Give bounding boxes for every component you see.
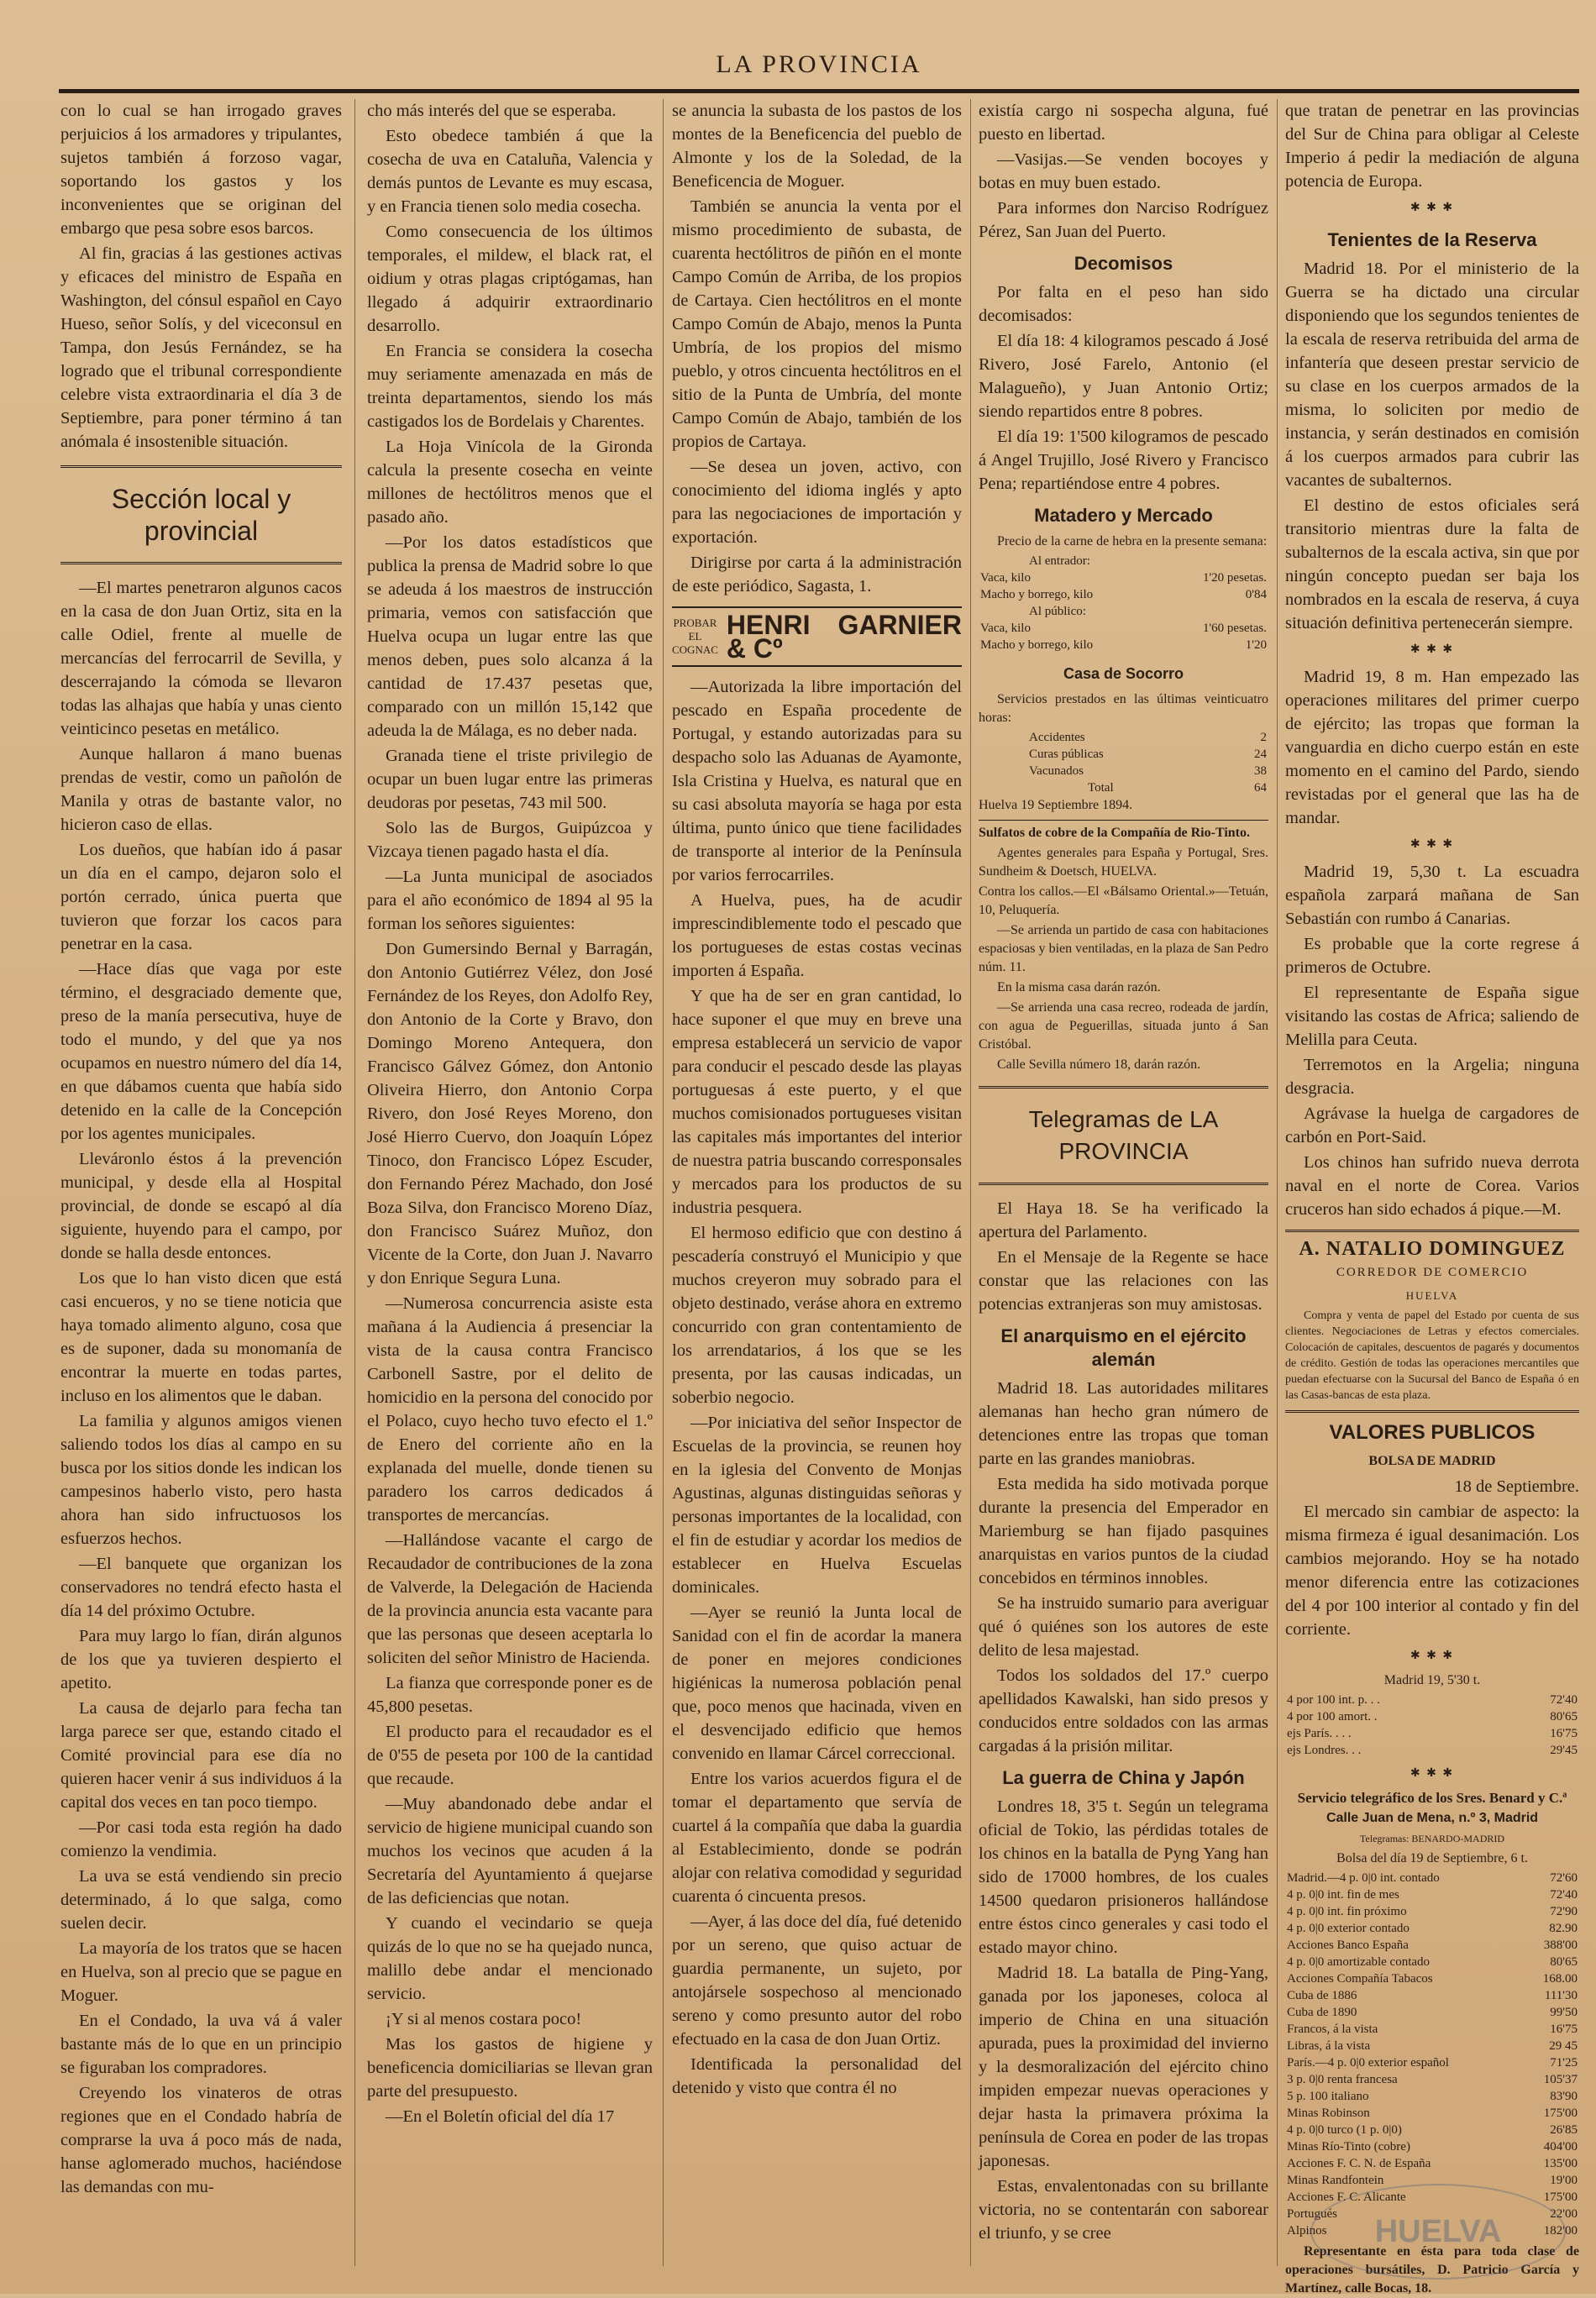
- ad-brand-name: HENRI GARNIER & Cº: [726, 610, 962, 664]
- quote-value: 29'45: [1550, 1744, 1578, 1757]
- section-heading: Sección local y provincial: [60, 465, 342, 564]
- servicio-telegram: Telegramas: BENARDO-MADRID: [1359, 1833, 1505, 1844]
- quote-value: 135'00: [1543, 2157, 1578, 2170]
- quote-value: 16'75: [1550, 1727, 1578, 1740]
- quote-label: ejs Londres. . .: [1287, 1744, 1362, 1757]
- paragraph: Estas, envalentonadas con su brillante victoria, no se contentarán con saborear el triunfo, y se cree: [979, 2177, 1268, 2243]
- paragraph: Al fin, gracias á las gestiones activas y eficaces del ministro de España en Washington, del cónsul español en Cayo Hueso, señor Solís, y del viceconsul en Tampa, don Jesús Fernández, se ha logrado que el tribunal correspondiente celebre vista extraordinaria el día 3 de Septiembre, para poner término á tan anómala é insostenible situación.: [60, 244, 342, 451]
- paragraph: Granada tiene el triste privilegio de ocupar un buen lugar entre las primeras deudoras por pesetas, 743 mil 500.: [367, 747, 653, 812]
- paragraph: Como consecuencia de los últimos temporales, el mildew, el black rat, el oidium y otras plagas criptógamas, han llegado á adquirir extraordinario desarrollo.: [367, 223, 653, 335]
- paragraph: —En el Boletín oficial del día 17: [386, 2107, 615, 2126]
- table-row: [1285, 1937, 1579, 1954]
- quote-label: 4 p. 0|0 int. fin próximo: [1287, 1905, 1407, 1918]
- column-divider: [970, 99, 971, 2266]
- paragraph: Huelva 19 Septiembre 1894.: [979, 798, 1133, 812]
- broker-city: HUELVA: [1405, 1289, 1459, 1302]
- separator-stars: ✱ ✱ ✱: [1410, 1767, 1455, 1780]
- paragraph: —Ayer, á las doce del día, fué detenido por un sereno, que quiso actuar de guardia permanente, un sujeto, por antojársele sospechoso al mencionado sereno y como presunto autor del robo efectuado en la casa de don Juan Ortiz.: [672, 1912, 962, 2049]
- paragraph: con lo cual se han irrogado graves perjuicios á los armadores y tripulantes, sujetos también á forzoso vagar, soportando los gastos y los inconvenientes que se originan del embargo que pesa sobre esos barcos.: [60, 102, 342, 238]
- paragraph: La familia y algunos amigos vienen saliendo todos los días al campo en su busca por los sitios donde les indican los campesinos haberlo visto, pero hasta ahora han sido infructuosos los esfuerzos hechos.: [60, 1412, 342, 1548]
- paragraph: En el Mensaje de la Regente se hace constar que las relaciones con las potencias extranjeras son muy amistosas.: [979, 1248, 1268, 1314]
- paragraph: —Se arrienda una casa recreo, rodeada de jardín, con agua de Peguerillas, situada junto á San Cristóbal.: [979, 1000, 1268, 1052]
- quote-value: 72'60: [1550, 1871, 1578, 1885]
- paragraph: —Por casi toda esta región ha dado comienzo la vendimia.: [60, 1818, 342, 1860]
- ad-label-line: COGNAC: [672, 643, 718, 656]
- column-divider: [354, 99, 355, 2266]
- quote-label: Acciones F. C. Alicante: [1287, 2190, 1406, 2204]
- quote-label: Madrid.—4 p. 0|0 int. contado: [1287, 1871, 1440, 1885]
- paragraph: —Ayer se reunió la Junta local de Sanidad con el fin de acordar la manera de poner en mejores condiciones higiénicas la numerosa población penal que, poco menos que hacinada, viven en el desvencijado edificio que hemos convenido en llamar Cárcel correccional.: [672, 1603, 962, 1763]
- paragraph: Creyendo los vinateros de otras regiones que en el Condado habría de comprarse la uva á poco más de nada, hanse aglomerado muchos, haciéndose las demandas con mu-: [60, 2084, 342, 2196]
- table-row: [979, 779, 1268, 796]
- paragraph: Servicios prestados en las últimas veinticuatro horas:: [979, 692, 1268, 725]
- separator-stars: ✱ ✱ ✱: [1410, 643, 1455, 656]
- paragraph: Terremotos en la Argelia; ninguna desgracia.: [1285, 1056, 1579, 1098]
- quote-value: 72'40: [1550, 1888, 1578, 1902]
- socorro-table: [979, 729, 1268, 796]
- table-row: [1285, 2054, 1579, 2071]
- paragraph: Madrid 19, 5,30 t. La escuadra española zarpará mañana de San Sebastián con rumbo á Canarias.: [1285, 863, 1579, 928]
- quote-label: Minas Robinson: [1287, 2106, 1370, 2120]
- servicio-title: Servicio telegráfico de los Sres. Benard y C.ª: [1297, 1790, 1567, 1806]
- column-divider: [1277, 99, 1278, 2266]
- ad-label: [672, 616, 718, 657]
- table-cell: 24: [1254, 748, 1267, 761]
- paragraph: Esta medida ha sido motivada porque durante la presencia del Emperador en Mariemburg se han fijado pasquines anarquistas en varios puntos de la ciudad concebidos en términos innobles.: [979, 1475, 1268, 1587]
- paragraph: Madrid 18. La batalla de Ping-Yang, ganada por los japoneses, coloca al imperio de China en una situación apurada, pues la proximidad del invierno y la desmoralización del ejército chino impiden empezar nuevas operaciones y dejar hasta la primavera próxima la península de Corea en poder de las tropas japonesas.: [979, 1964, 1268, 2170]
- bolsa-date: 18 de Septiembre.: [1454, 1477, 1579, 1496]
- quote-value: 175'00: [1543, 2106, 1578, 2120]
- paragraph: Madrid 18. Por el ministerio de la Guerra se ha dictado una circular disponiendo que los segundos tenientes de la escala de reserva retribuida del arma de infantería que deseen prestar servicio de su clase en los cuerpos armados de la misma, lo soliciten por medio de instancia, y serán destinados en comisión á los cuerpos armados para cubrir las vacantes de subalternos.: [1285, 260, 1579, 490]
- quote-value: 26'85: [1550, 2123, 1578, 2137]
- paragraph: —Vasijas.—Se venden bocoyes y botas en muy buen estado.: [979, 150, 1268, 192]
- quote-header: Madrid 19, 5'30 t.: [1383, 1673, 1481, 1687]
- quote-label: 4 p. 0|0 turco (1 p. 0|0): [1287, 2123, 1402, 2137]
- table-row: [1285, 1725, 1579, 1742]
- masthead: [59, 42, 1579, 93]
- paragraph: El representante de España sigue visitando las costas de Africa; saliendo de Melilla para Ceuta.: [1285, 984, 1579, 1049]
- table-row: [1285, 1903, 1579, 1920]
- table-row: [1285, 1708, 1579, 1725]
- quote-label: 4 por 100 amort. .: [1287, 1710, 1378, 1724]
- table-row: [1285, 1886, 1579, 1903]
- quote-label: París.—4 p. 0|0 exterior español: [1287, 2056, 1449, 2070]
- paragraph: —Hallándose vacante el cargo de Recaudador de contribuciones de la zona de Valverde, la Delegación de Hacienda de la provincia anuncia esta vacante para que las personas que deseen aceptarla lo soliciten del señor Ministro de Hacienda.: [367, 1531, 653, 1667]
- paragraph: A Huelva, pues, ha de acudir imprescindiblemente todo el pescado que los portugueses de estas costas vecinas importen á España.: [672, 891, 962, 980]
- table-row: [1285, 2021, 1579, 2038]
- servicio-address: Calle Juan de Mena, n.º 3, Madrid: [1326, 1811, 1539, 1825]
- column-4: [979, 99, 1268, 2266]
- ad-label-line: PROBAR: [673, 616, 717, 629]
- paragraph: Don Gumersindo Bernal y Barragán, don Antonio Gutiérrez Vélez, don José Fernández de los Reyes, don Adolfo Rey, don Antonio de la Corte y Bravo, don Domingo Moreno Antequera, don Francisco Gálvez Gómez, don Antonio Oliveira Hierro, don Antonio Corpa Rivero, don José Reyes Moreno, don José Hierro Cuervo, don Joaquín López Tinoco, don Francisco López Escuder, don Fernando Pérez Machado, don José Boza Silva, don Francisco Moreno Díaz, don Francisco Suárez Muñoz, don Vicente de la Corte, don Juan J. Navarro y don Enrique Segura Luna.: [367, 940, 653, 1288]
- table-cell: Vaca, kilo: [980, 571, 1031, 585]
- socorro-heading: Casa de Socorro: [1063, 665, 1184, 682]
- paragraph: Los que lo han visto dicen que está casi encueros, y no se tiene noticia que haya tomado alimento alguno, cosa que es de suponer, dada su monomanía de encontrar la muerte en todas partes, incluso en los alimentos que le daban.: [60, 1269, 342, 1405]
- paragraph: —El martes penetraron algunos cacos en la casa de don Juan Ortiz, sita en la calle Odiel, frente al muelle de mercancías del ferrocarril de Sevilla, y descerrajando la cómoda se llevaron todas las alhajas que había y unas ciento veinticinco pesetas en metálico.: [60, 579, 342, 738]
- table-row: [979, 586, 1268, 603]
- ad-label-line: EL: [688, 630, 702, 643]
- decomisos-heading: Decomisos: [1074, 253, 1173, 274]
- quote-label: Cuba de 1886: [1287, 1989, 1357, 2002]
- quote-value: 82.90: [1549, 1922, 1578, 1935]
- quote-value: 404'00: [1543, 2140, 1578, 2154]
- quote-value: 71'25: [1550, 2056, 1578, 2070]
- table-row: [1285, 1692, 1579, 1708]
- paragraph: Se ha instruido sumario para averiguar qué ó quiénes son los autores de este delito de lesa majestad.: [979, 1594, 1268, 1660]
- quote-value: 168.00: [1542, 1972, 1578, 1986]
- table-cell: 2: [1260, 731, 1267, 744]
- paragraph: —Por los datos estadísticos que publica la prensa de Madrid sobre lo que se adeuda á los maestros de instrucción primaria, vemos con satisfacción que Huelva ocupa un lugar entre las que menos deben, pues solo alcanza á la cantidad de 17.437 pesetas que, comparado con un millón 15,142 que adeuda la de Málaga, es no deber nada.: [367, 533, 653, 740]
- separator-stars: ✱ ✱ ✱: [1410, 838, 1455, 851]
- table-row: [979, 746, 1268, 763]
- quote-label: 4 p. 0|0 int. fin de mes: [1287, 1888, 1399, 1902]
- separator-stars: ✱ ✱ ✱: [1410, 1650, 1455, 1662]
- column-divider: [663, 99, 664, 2266]
- quote-label: 3 p. 0|0 renta francesa: [1287, 2073, 1398, 2086]
- paragraph: El producto para el recaudador es el de 0'55 de peseta por 100 de la cantidad que recaude.: [367, 1723, 653, 1788]
- paragraph: Compra y venta de papel del Estado por cuenta de sus clientes. Negociaciones de Letras y efectos comerciales. Colocación de capitales, descuentos de pagarés y documentos de crédito. Gestión de todas las operaciones mercantiles que puedan efectuarse con la Sucursal del Banco de España ó en las Casas-bancas de esta plaza.: [1285, 1309, 1579, 1402]
- paragraph: —Por iniciativa del señor Inspector de Escuelas de la provincia, se reunen hoy en la iglesia del Convento de Monjas Agustinas, algunas distinguidas señoras y personas importantes de la localidad, con el fin de estudiar y acordar los medios de establecer en Huelva Escuelas dominicales.: [672, 1414, 962, 1597]
- paragraph: —Muy abandonado debe andar el servicio de higiene municipal cuando son muchos los vecinos que acuden á la Secretaría del Ayuntamiento á quejarse de las deficiencias que notan.: [367, 1795, 653, 1907]
- separator-stars: ✱ ✱ ✱: [1410, 202, 1455, 214]
- quote-label: Francos, á la vista: [1287, 2023, 1378, 2036]
- paragraph: —Se arrienda un partido de casa con habitaciones espaciosas y bien ventiladas, en la plaza de San Pedro núm. 11.: [979, 923, 1268, 974]
- matadero-heading: Matadero y Mercado: [1034, 505, 1213, 526]
- quote-label: Minas Río-Tinto (cobre): [1287, 2140, 1410, 2154]
- table-row: [1285, 2038, 1579, 2054]
- quote-label: 4 p. 0|0 amortizable contado: [1287, 1955, 1431, 1969]
- paragraph: En la misma casa darán razón.: [997, 980, 1161, 994]
- paragraph: Por falta en el peso han sido decomisados:: [979, 283, 1268, 325]
- paragraph: La fianza que corresponde poner es de 45,800 pesetas.: [367, 1674, 653, 1716]
- paragraph: La uva se está vendiendo sin precio determinado, á lo que salga, como suelen decir.: [60, 1867, 342, 1933]
- paragraph: Es probable que la corte regrese á primeros de Octubre.: [1285, 935, 1579, 977]
- paragraph: Solo las de Burgos, Guipúzcoa y Vizcaya tienen pagado hasta el día.: [367, 819, 653, 861]
- paragraph: El destino de estos oficiales será transitorio mientras dure la falta de subalternos de la escala activa, sin que por ningún concepto puedan ser baja los nombrados en la escala de reserva, á cuya situación definitiva pertenecerán siempre.: [1285, 496, 1579, 632]
- table-row: [1285, 2155, 1579, 2172]
- library-stamp-logo: HUELVA: [1310, 2184, 1566, 2280]
- paragraph: Madrid 18. Las autoridades militares alemanas han hecho gran número de detenciones entre las tropas que toman parte en las grandes maniobras.: [979, 1379, 1268, 1468]
- paragraph: Agrávase la huelga de cargadores de carbón en Port-Said.: [1285, 1104, 1579, 1146]
- quote-value: 16'75: [1550, 2023, 1578, 2036]
- quote-label: Alpinos: [1287, 2224, 1327, 2238]
- table-row: [979, 729, 1268, 746]
- paragraph: que tratan de penetrar en las provincias del Sur de China para obligar al Celeste Imperio á pedir la mediación de alguna potencia de Europa.: [1285, 102, 1579, 191]
- table-cell: Total: [1088, 781, 1114, 795]
- quote-label: Acciones F. C. N. de España: [1287, 2157, 1431, 2170]
- table-cell: Accidentes: [1029, 731, 1085, 744]
- paragraph: Aunque hallaron á mano buenas prendas de vestir, como un pañolón de Manila y otras de bastante valor, no hicieron caso de ellas.: [60, 745, 342, 834]
- newspaper-title: LA PROVINCIA: [716, 50, 922, 78]
- quote-value: 111'30: [1544, 1989, 1578, 2002]
- paragraph: El Haya 18. Se ha verificado la apertura del Parlamento.: [979, 1199, 1268, 1241]
- paragraph: Representante en ésta para toda clase de operaciones bursátiles, D. Patricio García y Martínez, calle Bocas, 18.: [1285, 2244, 1579, 2295]
- quote-value: 182'00: [1543, 2224, 1578, 2238]
- broker-name: A. NATALIO DOMINGUEZ: [1299, 1238, 1566, 1260]
- paragraph: Madrid 19, 8 m. Han empezado las operaciones militares del primer cuerpo de ejército; las tropas que forman la vanguardia en dicho cuerpo están en este momento en el camino del Pardo, siendo revistadas por el general que las ha de mandar.: [1285, 668, 1579, 827]
- column-3: [672, 99, 962, 2266]
- paragraph: Dirigirse por carta á la administración de este periódico, Sagasta, 1.: [672, 554, 962, 595]
- table-cell: Macho y borrego, kilo: [980, 638, 1094, 652]
- quotes-table-madrid: [1285, 1692, 1579, 1759]
- anarquismo-heading: El anarquismo en el ejército alemán: [1000, 1325, 1247, 1370]
- paragraph: En el Condado, la uva vá á valer bastante más de lo que en un principio se figuraban los compradores.: [60, 2012, 342, 2077]
- column-1: [60, 99, 342, 2266]
- quote-value: 99'50: [1550, 2006, 1578, 2019]
- table-row: [979, 763, 1268, 779]
- paragraph: La causa de dejarlo para fecha tan larga parece ser que, estando citado el Comité provincial para ese día no quieren hacer venir á sus individuos á la capital dos veces en tan poco tiempo.: [60, 1699, 342, 1812]
- quote-value: 80'65: [1550, 1710, 1578, 1724]
- quote-value: 80'65: [1550, 1955, 1578, 1969]
- table-row: [1285, 2105, 1579, 2122]
- paragraph: Agentes generales para España y Portugal, Sres. Sundheim & Doetsch, HUELVA.: [979, 846, 1268, 879]
- table-row: [1285, 1987, 1579, 2004]
- table-cell: Curas públicas: [1029, 748, 1104, 761]
- paragraph: se anuncia la subasta de los pastos de los montes de la Beneficencia del pueblo de Almonte y los de la Soledad, de la Beneficencia de Moguer.: [672, 102, 962, 191]
- paragraph: Precio de la carne de hebra en la presente semana:: [997, 534, 1268, 548]
- table-cell: Macho y borrego, kilo: [980, 588, 1094, 601]
- paragraph: —Hace días que vaga por este término, el desgraciado demente que, preso de la manía persecutiva, huye de todo el mundo, y del que ya nos ocupamos en nuestro número del día 14, en que dábamos cuenta que había sido detenido en la calle de la Concepción por los agentes municipales.: [60, 960, 342, 1143]
- quote-label: 4 por 100 int. p. . .: [1287, 1693, 1380, 1707]
- paragraph: El día 19: 1'500 kilogramos de pescado á Angel Trujillo, José Rivero y Francisco Pena; repartiéndose entre 4 pobres.: [979, 428, 1268, 493]
- paragraph: Los dueños, que habían ido á pasar un día en el campo, dejaron solo el portón cerrado, única puerta que tuvieron que forzar los cacos para penetrar en la casa.: [60, 841, 342, 953]
- paragraph: Londres 18, 3'5 t. Según un telegrama oficial de Tokio, las pérdidas totales de los chinos en la batalla de Pyng Yang han sido de 17000 hombres, de los cuales 14500 quedaron prisioneros hallándose entre éstos cinco generales y casi todo el estado mayor chino.: [979, 1797, 1268, 1957]
- paragraph: —Se desea un joven, activo, con conocimiento del idioma inglés y apto para las negociaciones de importación y exportación.: [672, 458, 962, 547]
- paragraph: El mercado sin cambiar de aspecto: la misma firmeza é igual desanimación. Los cambios mejorando. Hoy se ha notado menor diferencia entre las cotizaciones del 4 por 100 interior al contado y fin del corriente.: [1285, 1503, 1579, 1639]
- quote-label: Acciones Compañía Tabacos: [1287, 1972, 1433, 1986]
- table-row: [979, 620, 1268, 637]
- quote-value: 83'90: [1550, 2090, 1578, 2103]
- table-row: [1285, 2088, 1579, 2105]
- table-row: [1285, 1870, 1579, 1886]
- paragraph: También se anuncia la venta por el mismo procedimiento de subasta, de cuarenta hectólitros de piñón en el monte Campo Común de Arriba, de los propios de Cartaya. Cien hectólitros en el monte Campo Común de Abajo, menos la Punta Umbría, de los propios del mismo pueblo, y otros cincuenta hectólitros en el sitio de la Punta de Umbría, del monte Campo Común de Abajo, también de los propios de Cartaya.: [672, 197, 962, 451]
- quote-label: Minas Randfontein: [1287, 2174, 1384, 2187]
- quote-value: 29 45: [1549, 2039, 1578, 2053]
- paragraph: El hermoso edificio que con destino á pescadería construyó el Municipio y que muchos creyeron muy sobrado para el objeto destinado, veráse ahora en extremo concurrido con gran contentamiento de los arrendatarios, á los que se les presenta, por las causas indicadas, un soberbio negocio.: [672, 1224, 962, 1407]
- table-row: [1285, 2004, 1579, 2021]
- quote-label: 4 p. 0|0 exterior contado: [1287, 1922, 1410, 1935]
- quote-value: 388'00: [1543, 1939, 1578, 1952]
- quote-label: Acciones Banco España: [1287, 1939, 1409, 1952]
- quote-label: Portugués: [1287, 2207, 1337, 2221]
- table-row: [1285, 2071, 1579, 2088]
- quote-value: 22'00: [1550, 2207, 1578, 2221]
- table-row: [1285, 1742, 1579, 1759]
- quote-value: 105'37: [1543, 2073, 1578, 2086]
- paragraph: Y que ha de ser en gran cantidad, lo hace suponer el que muy en breve una empresa establecerá un servicio de vapor para conducir el pescado desde las playas portuguesas á este puerto, y el que muchos comisionados portugueses visitan las capitales más importantes del interior de nuestra patria buscando corresponsales y mercados para los productos de su industria pesquera.: [672, 987, 962, 1217]
- table-cell: 1'60 pesetas.: [1202, 622, 1267, 635]
- table-row: [1285, 2122, 1579, 2138]
- china-heading: La guerra de China y Japón: [1002, 1767, 1245, 1788]
- paragraph: Calle Sevilla número 18, darán razón.: [997, 1057, 1201, 1072]
- paragraph: La mayoría de los tratos que se hacen en Huelva, son al precio que se pague en Moguer.: [60, 1939, 342, 2005]
- meat-price-table: [979, 553, 1268, 653]
- tenientes-heading: Tenientes de la Reserva: [1327, 229, 1537, 250]
- table-subheading: Al público:: [1029, 605, 1086, 618]
- paragraph: —La Junta municipal de asociados para el año económico de 1894 al 95 la forman los señores siguientes:: [367, 868, 653, 933]
- table-subheading: Al entrador:: [1029, 554, 1090, 568]
- paragraph: existía cargo ni sospecha alguna, fué puesto en libertad.: [979, 102, 1268, 144]
- table-cell: 1'20: [1245, 638, 1267, 652]
- table-cell: Vacunados: [1029, 764, 1084, 778]
- quote-label: Libras, á la vista: [1287, 2039, 1371, 2053]
- paragraph: Contra los callos.—El «Bálsamo Oriental.»—Tetuán, 10, Peluquería.: [979, 884, 1268, 917]
- paragraph: cho más interés del que se esperaba.: [367, 102, 617, 120]
- quote-value: 72'40: [1550, 1693, 1578, 1707]
- table-row: [979, 637, 1268, 653]
- paragraph: Todos los soldados del 17.º cuerpo apellidados Kawalski, han sido presos y conducidos entre soldados con las armas cargadas á la prisión militar.: [979, 1666, 1268, 1755]
- paragraph: ¡Y si al menos costara poco!: [386, 2010, 582, 2028]
- valores-heading: VALORES PUBLICOS: [1329, 1421, 1536, 1444]
- table-row: [1285, 1954, 1579, 1970]
- paragraph: Esto obedece también á que la cosecha de uva en Cataluña, Valencia y demás puntos de Levante es muy escasa, y en Francia tienen solo media cosecha.: [367, 127, 653, 216]
- cognac-advertisement: [672, 606, 962, 667]
- quote-label: Cuba de 1890: [1287, 2006, 1357, 2019]
- paragraph: En Francia se considera la cosecha muy seriamente amenazada en más de treinta departamentos, siendo los más castigados los de Bordelais y Charentes.: [367, 342, 653, 431]
- paragraph: —Numerosa concurrencia asiste esta mañana á la Audiencia á presenciar la vista de la causa contra Francisco Carbonell Sastre, por el delito de homicidio en la persona del conocido por el Polaco, cuyo hecho tuvo efecto el 1.º de Enero del corriente año en la explanada del muelle, donde tienen su paradero los carros dedicados á transportes de mercancías.: [367, 1294, 653, 1524]
- table-row: [1285, 1970, 1579, 1987]
- paragraph: Los chinos han sufrido nueva derrota naval en el norte de Corea. Varios cruceros han sido echados á pique.—M.: [1285, 1153, 1579, 1219]
- quote-label: 5 p. 100 italiano: [1287, 2090, 1369, 2103]
- paragraph: Entre los varios acuerdos figura el de tomar el departamento que servía de cuartel á la compañía que daba la guardia al Establecimiento, donde se podrán alojar con relativa comodidad y seguridad cuarenta ó cincuenta presos.: [672, 1770, 962, 1906]
- quote-value: 175'00: [1543, 2190, 1578, 2204]
- paragraph: —El banquete que organizan los conservadores no tendrá efecto hasta el día 14 del próximo Octubre.: [60, 1555, 342, 1620]
- table-cell: 0'84: [1245, 588, 1267, 601]
- quote-value: 72'90: [1550, 1905, 1578, 1918]
- paragraph: Para informes don Narciso Rodríguez Pérez, San Juan del Puerto.: [979, 199, 1268, 241]
- paragraph: —Autorizada la libre importación del pescado en España procedente de Portugal, y estando autorizadas para su despacho solo las Aduanas de Ayamonte, Isla Cristina y Huelva, es natural que en su casi absoluta mayoría se haga por esta última, punto único que tiene facilidades de transporte al interior de la Península por varios ferrocarriles.: [672, 678, 962, 884]
- paragraph: Sulfatos de cobre de la Compañía de Rio-Tinto.: [979, 820, 1268, 842]
- table-cell: Vaca, kilo: [980, 622, 1031, 635]
- paragraph: Para muy largo lo fían, dirán algunos de los que ya tuvieren despierto el apetito.: [60, 1627, 342, 1692]
- paragraph: Lleváronlo éstos á la prevención municipal, y desde ella al Hospital provincial, de donde se escapó al día siguiente, huyendo para el campo, por donde se halla desde entonces.: [60, 1150, 342, 1262]
- table-row: [1285, 2138, 1579, 2155]
- paragraph: La Hoja Vinícola de la Gironda calcula la presente cosecha en veinte millones de hectólitros menos que el pasado año.: [367, 438, 653, 527]
- table-row: [1285, 1920, 1579, 1937]
- table-cell: 38: [1254, 764, 1267, 778]
- table-cell: 64: [1254, 781, 1267, 795]
- quote-header: Bolsa del día 19 de Septiembre, 6 t.: [1336, 1851, 1528, 1865]
- quote-label: ejs París. . . .: [1287, 1727, 1352, 1740]
- paragraph: Y cuando el vecindario se queja quizás de lo que no se ha quejado nunca, malillo debe andar el mencionado servicio.: [367, 1914, 653, 2003]
- table-row: [979, 569, 1268, 586]
- bolsa-heading: BOLSA DE MADRID: [1368, 1454, 1496, 1468]
- table-cell: 1'20 pesetas.: [1202, 571, 1267, 585]
- quote-value: 19'00: [1550, 2174, 1578, 2187]
- broker-role: CORREDOR DE COMERCIO: [1336, 1266, 1529, 1279]
- telegramas-heading: Telegramas de LA PROVINCIA: [979, 1086, 1268, 1185]
- column-2: [367, 99, 653, 2266]
- paragraph: Identificada la personalidad del detenido y visto que contra él no: [672, 2055, 962, 2097]
- paragraph: Mas los gastos de higiene y beneficencia domiciliarias se llevan gran parte del presupuesto.: [367, 2035, 653, 2101]
- broker-advertisement: [1285, 1230, 1579, 1413]
- paragraph: El día 18: 4 kilogramos pescado á José Rivero, José Farelo, Antonio (el Malagueño), y Juan Antonio Ortiz; siendo repartidos entre 8 pobres.: [979, 332, 1268, 421]
- column-5: [1285, 99, 1579, 2295]
